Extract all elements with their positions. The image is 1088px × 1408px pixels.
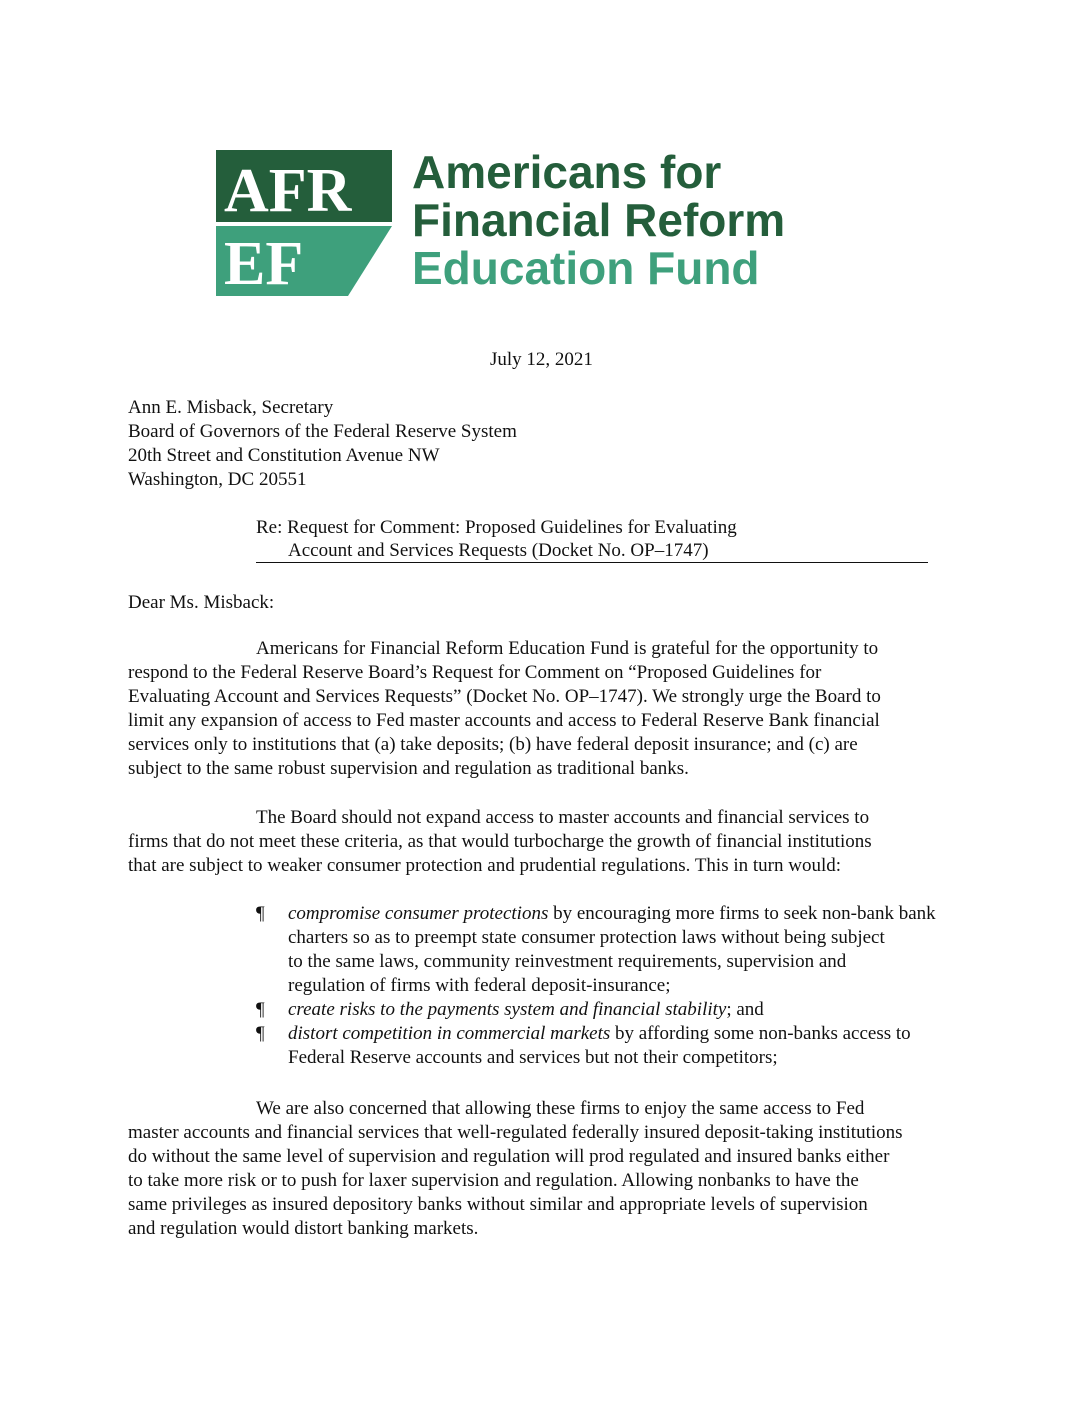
list-item-lead: create risks to the payments system and financial stability	[288, 999, 727, 1020]
letter-date: July 12, 2021	[490, 349, 593, 370]
list-item-text: ; and	[726, 999, 764, 1020]
paragraph-line: to take more risk or to push for laxer supervision and regulation. Allowing nonbanks to have the	[128, 1170, 859, 1191]
afr-ef-logo	[216, 146, 856, 296]
subject-line	[256, 516, 928, 563]
paragraph-line: The Board should not expand access to master accounts and financial services to	[256, 807, 870, 828]
list-item-text: charters so as to preempt state consumer protection laws without being subject	[288, 927, 885, 948]
paragraph-line: subject to the same robust supervision and regulation as traditional banks.	[128, 758, 689, 779]
list-item-text: to the same laws, community reinvestment requirements, supervision and	[288, 951, 847, 972]
list-item-text: Federal Reserve accounts and services but not their competitors;	[288, 1047, 778, 1068]
subject-line-2: Account and Services Requests (Docket No. OP–1747)	[256, 540, 928, 563]
paragraph-intro	[128, 637, 964, 781]
paragraph-line: that are subject to weaker consumer protection and prudential regulations. This in turn would:	[128, 855, 842, 876]
salutation: Dear Ms. Misback:	[128, 592, 275, 613]
paragraph-line: master accounts and financial services that well-regulated federally insured deposit-taking institutions	[128, 1122, 903, 1143]
subject-line-1: Re: Request for Comment: Proposed Guidelines for Evaluating	[256, 517, 737, 538]
list-item-text: by affording some non-banks access to	[610, 1023, 911, 1044]
address-line: 20th Street and Constitution Avenue NW	[128, 445, 440, 466]
list-item-text: by encouraging more firms to seek non-bank bank	[548, 903, 936, 924]
address-line: Ann E. Misback, Secretary	[128, 397, 334, 418]
paragraph-line: respond to the Federal Reserve Board’s Request for Comment on “Proposed Guidelines for	[128, 662, 822, 683]
paragraph-line: same privileges as insured depository banks without similar and appropriate levels of supervision	[128, 1194, 868, 1215]
list-item	[256, 902, 956, 998]
paragraph-line: do without the same level of supervision and regulation will prod regulated and insured banks either	[128, 1146, 890, 1167]
pilcrow-bullet-icon: ¶	[256, 999, 265, 1020]
logo-wordmark	[412, 148, 785, 292]
list-item-lead: distort competition in commercial markets	[288, 1023, 611, 1044]
list-item-lead: compromise consumer protections	[288, 903, 549, 924]
list-item	[256, 998, 956, 1022]
afr-ef-logo-mark	[216, 150, 392, 296]
paragraph-line: We are also concerned that allowing these firms to enjoy the same access to Fed	[256, 1098, 865, 1119]
paragraph-line: and regulation would distort banking markets.	[128, 1218, 479, 1239]
paragraph-line: Evaluating Account and Services Requests” (Docket No. OP–1747). We strongly urge the Board to	[128, 686, 881, 707]
logo-mark-afr: AFR	[224, 157, 352, 225]
paragraph-criteria	[128, 806, 964, 878]
address-line: Board of Governors of the Federal Reserve System	[128, 421, 517, 442]
logo-line-3: Education Fund	[412, 242, 760, 294]
paragraph-line: firms that do not meet these criteria, as that would turbocharge the growth of financial institutions	[128, 831, 872, 852]
address-line: Washington, DC 20551	[128, 469, 307, 490]
consequence-list	[256, 902, 956, 1070]
logo-mark-ef: EF	[224, 230, 304, 296]
logo-line-1: Americans for	[412, 146, 722, 198]
pilcrow-bullet-icon: ¶	[256, 1023, 265, 1044]
logo-line-2: Financial Reform	[412, 194, 786, 246]
pilcrow-bullet-icon: ¶	[256, 903, 265, 924]
list-item-text: regulation of firms with federal deposit-insurance;	[288, 975, 671, 996]
list-item	[256, 1022, 956, 1070]
paragraph-line: Americans for Financial Reform Education Fund is grateful for the opportunity to	[256, 638, 879, 659]
paragraph-line: limit any expansion of access to Fed master accounts and access to Federal Reserve Bank financial	[128, 710, 880, 731]
recipient-address	[128, 396, 517, 492]
paragraph-concern	[128, 1097, 964, 1241]
paragraph-line: services only to institutions that (a) take deposits; (b) have federal deposit insurance; and (c) are	[128, 734, 858, 755]
